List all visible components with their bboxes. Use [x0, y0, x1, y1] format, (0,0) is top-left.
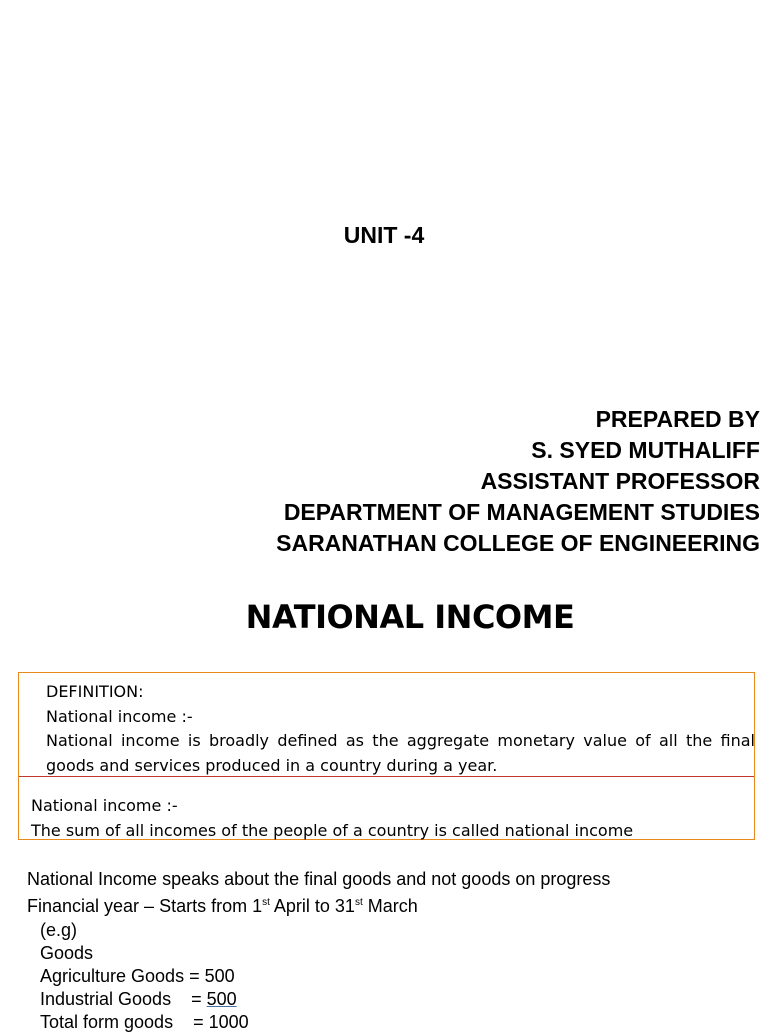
- definition-block: [46, 680, 755, 778]
- fy-mid-text: April to 31: [269, 896, 355, 916]
- author-designation: ASSISTANT PROFESSOR: [480, 468, 760, 494]
- author-department: DEPARTMENT OF MANAGEMENT STUDIES: [283, 499, 760, 525]
- fy-sup-2: st: [354, 897, 363, 908]
- industrial-goods-row: [40, 988, 249, 1011]
- fy-start-text: Financial year – Starts from 1: [27, 896, 263, 916]
- prepared-by-block: [276, 404, 760, 559]
- total-value: 1000: [208, 1012, 249, 1032]
- note-financial-year: [27, 891, 610, 918]
- example-block: [40, 919, 249, 1034]
- industrial-label: Industrial Goods =: [40, 989, 207, 1009]
- agriculture-goods-row: [40, 965, 249, 988]
- definition-term: National income :-: [46, 706, 193, 726]
- definition-label: DEFINITION:: [46, 682, 144, 701]
- industrial-value: 500: [206, 989, 237, 1009]
- agriculture-label: Agriculture Goods =: [40, 966, 205, 986]
- definition-box: [18, 672, 755, 840]
- total-label: Total form goods =: [40, 1012, 209, 1032]
- agriculture-value: 500: [204, 966, 235, 986]
- fy-end-text: March: [362, 896, 418, 916]
- alternate-definition: [31, 794, 751, 843]
- section-heading: NATIONAL INCOME: [245, 598, 575, 636]
- definition-text: National income is broadly defined as the aggregate monetary value of all the final goods and services produced in a country during a year.: [46, 731, 755, 775]
- box-divider: [19, 776, 754, 777]
- author-name: S. SYED MUTHALIFF: [531, 437, 760, 463]
- example-goods-heading: Goods: [40, 943, 94, 963]
- unit-title: UNIT -4: [343, 222, 425, 248]
- fy-sup-1: st: [262, 897, 270, 908]
- note-final-goods: National Income speaks about the final goods and not goods on progress: [27, 869, 611, 889]
- notes-block: [27, 868, 610, 918]
- example-label: (e.g): [40, 920, 78, 940]
- alternate-text: The sum of all incomes of the people of a country is called national income: [31, 820, 634, 840]
- author-college: SARANATHAN COLLEGE OF ENGINEERING: [276, 530, 760, 556]
- prepared-by-line: PREPARED BY: [595, 406, 760, 432]
- total-goods-row: [40, 1011, 249, 1034]
- alternate-term: National income :-: [31, 796, 178, 815]
